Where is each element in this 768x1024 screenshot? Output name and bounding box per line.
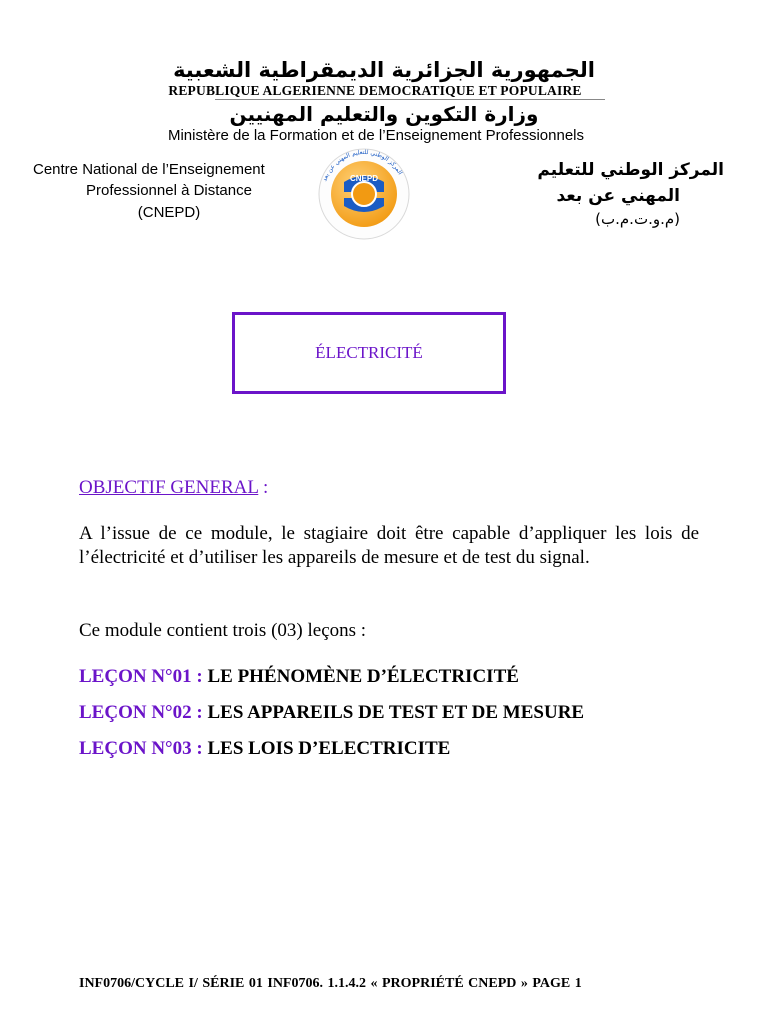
cnepd-logo	[318, 148, 410, 240]
arabic-center-name-line-1: المركز الوطني للتعليم	[537, 160, 724, 180]
module-count-text: Ce module contient trois (03) leçons :	[79, 620, 367, 641]
arabic-republic-title: الجمهورية الجزائرية الديمقراطية الشعبية	[173, 58, 595, 82]
center-name-line-1: Centre National de l’Enseignement	[33, 161, 265, 178]
objective-body: A l’issue de ce module, le stagiaire doit être capable d’appliquer les lois de l’électricité et d’utiliser les appareils de mesure et de test du signal.	[79, 523, 699, 568]
lesson-number: LEÇON N°01 :	[79, 666, 203, 687]
lesson-title: LE PHÉNOMÈNE D’ÉLECTRICITÉ	[207, 666, 519, 687]
center-acronym: (CNEPD)	[137, 204, 201, 221]
french-ministry-title: Ministère de la Formation et de l’Enseignement Professionnels	[167, 127, 585, 144]
page-footer: INF0706/CYCLE I/ SÉRIE 01 INF0706. 1.1.4.2 « PROPRIÉTÉ CNEPD » PAGE 1	[79, 976, 582, 991]
logo-label: CNEPD	[349, 174, 379, 183]
lesson-title: LES APPAREILS DE TEST ET DE MESURE	[207, 702, 585, 723]
module-title: ÉLECTRICITÉ	[315, 343, 423, 362]
header-divider	[215, 99, 605, 100]
objective-heading	[79, 477, 268, 499]
lesson-title: LES LOIS D’ELECTRICITE	[207, 738, 451, 759]
objective-heading-colon: :	[258, 477, 269, 498]
arabic-center-acronym: (م.و.ت.م.ب)	[595, 210, 680, 228]
lesson-item	[79, 738, 450, 760]
lesson-number: LEÇON N°02 :	[79, 702, 203, 723]
center-name-line-2: Professionnel à Distance	[86, 182, 252, 199]
arabic-center-name-line-2: المهني عن بعد	[556, 186, 680, 206]
objective-heading-label: OBJECTIF GENERAL	[79, 477, 259, 498]
lesson-number: LEÇON N°03 :	[79, 738, 203, 759]
lesson-item	[79, 666, 519, 688]
arabic-ministry-title: وزارة التكوين والتعليم المهنيين	[229, 102, 539, 126]
french-republic-title: REPUBLIQUE ALGERIENNE DEMOCRATIQUE ET POPULAIRE	[168, 83, 582, 98]
lesson-item	[79, 702, 584, 724]
logo-ring-text: المركز الوطني للتعليم المهني عن بعد	[321, 148, 404, 183]
cnepd-logo-graphic	[318, 148, 410, 240]
